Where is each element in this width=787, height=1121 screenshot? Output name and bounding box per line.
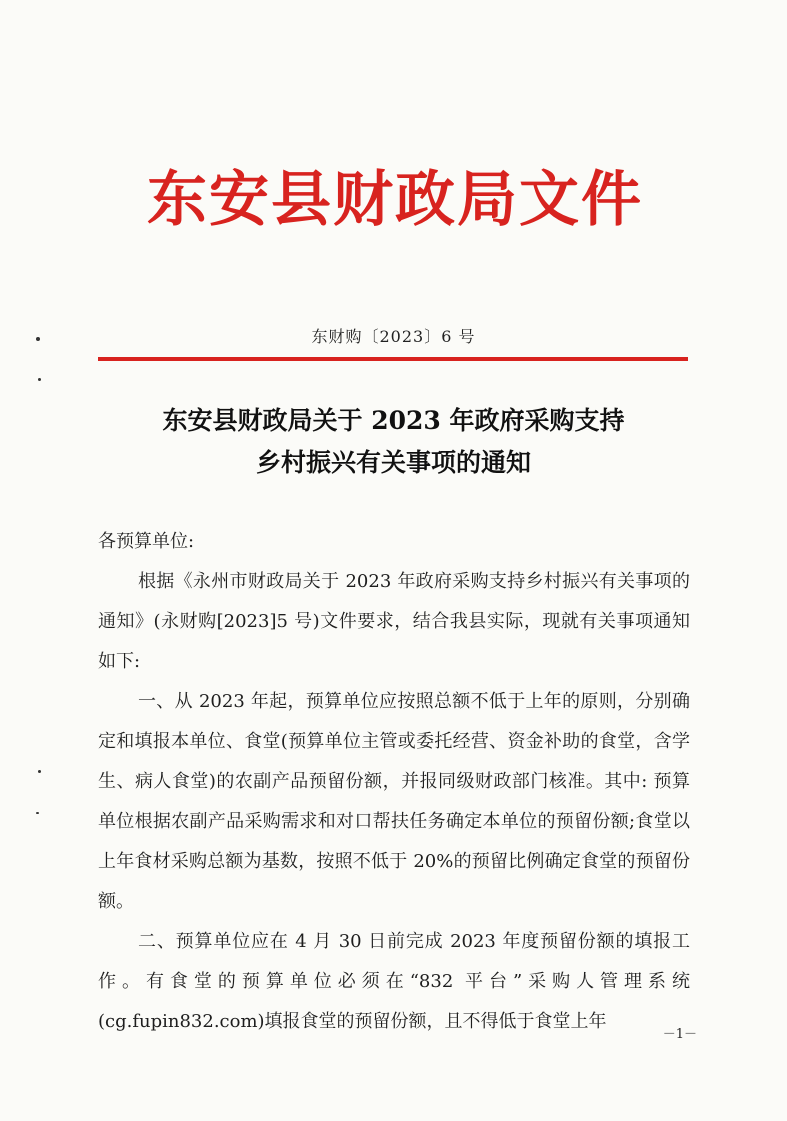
notice-title <box>60 400 727 484</box>
scan-speck <box>38 770 41 773</box>
scan-speck <box>36 337 40 341</box>
page-number: －1－ <box>662 1027 697 1042</box>
addressee: 各预算单位: <box>98 531 195 552</box>
notice-title-line-1: 东安县财政局关于 2023 年政府采购支持 <box>162 406 625 435</box>
document-number: 东财购〔2023〕6 号 <box>311 327 476 346</box>
body-paragraph-3: 二、预算单位应在 4 月 30 日前完成 2023 年度预留份额的填报工作。有食堂的预算单位必须在“832 平台”采购人管理系统(cg.fupin832.com)填报食堂的预留份额，且不得低于食堂上年 <box>98 931 690 1032</box>
body-paragraph-1: 根据《永州市财政局关于 2023 年政府采购支持乡村振兴有关事项的通知》(永财购[2023]5 号)文件要求，结合我县实际，现就有关事项通知如下: <box>98 571 690 672</box>
scan-speck <box>36 812 39 814</box>
document-header-title: 东安县财政局文件 <box>147 165 643 235</box>
notice-body <box>98 522 690 1042</box>
header-red-divider <box>98 357 688 361</box>
body-paragraph-2: 一、从 2023 年起，预算单位应按照总额不低于上年的原则，分别确定和填报本单位、食堂(预算单位主管或委托经营、资金补助的食堂，含学生、病人食堂)的农副产品预留份额，并报同级财政部门核准。其中: 预算单位根据农副产品采购需求和对口帮扶任务确定本单位的预留份额;食堂以上年食材采购总额为基数，按照不低于 20%的预留比例确定食堂的预留份额。 <box>98 691 690 912</box>
notice-title-line-2: 乡村振兴有关事项的通知 <box>255 448 531 477</box>
scan-speck <box>38 378 41 381</box>
